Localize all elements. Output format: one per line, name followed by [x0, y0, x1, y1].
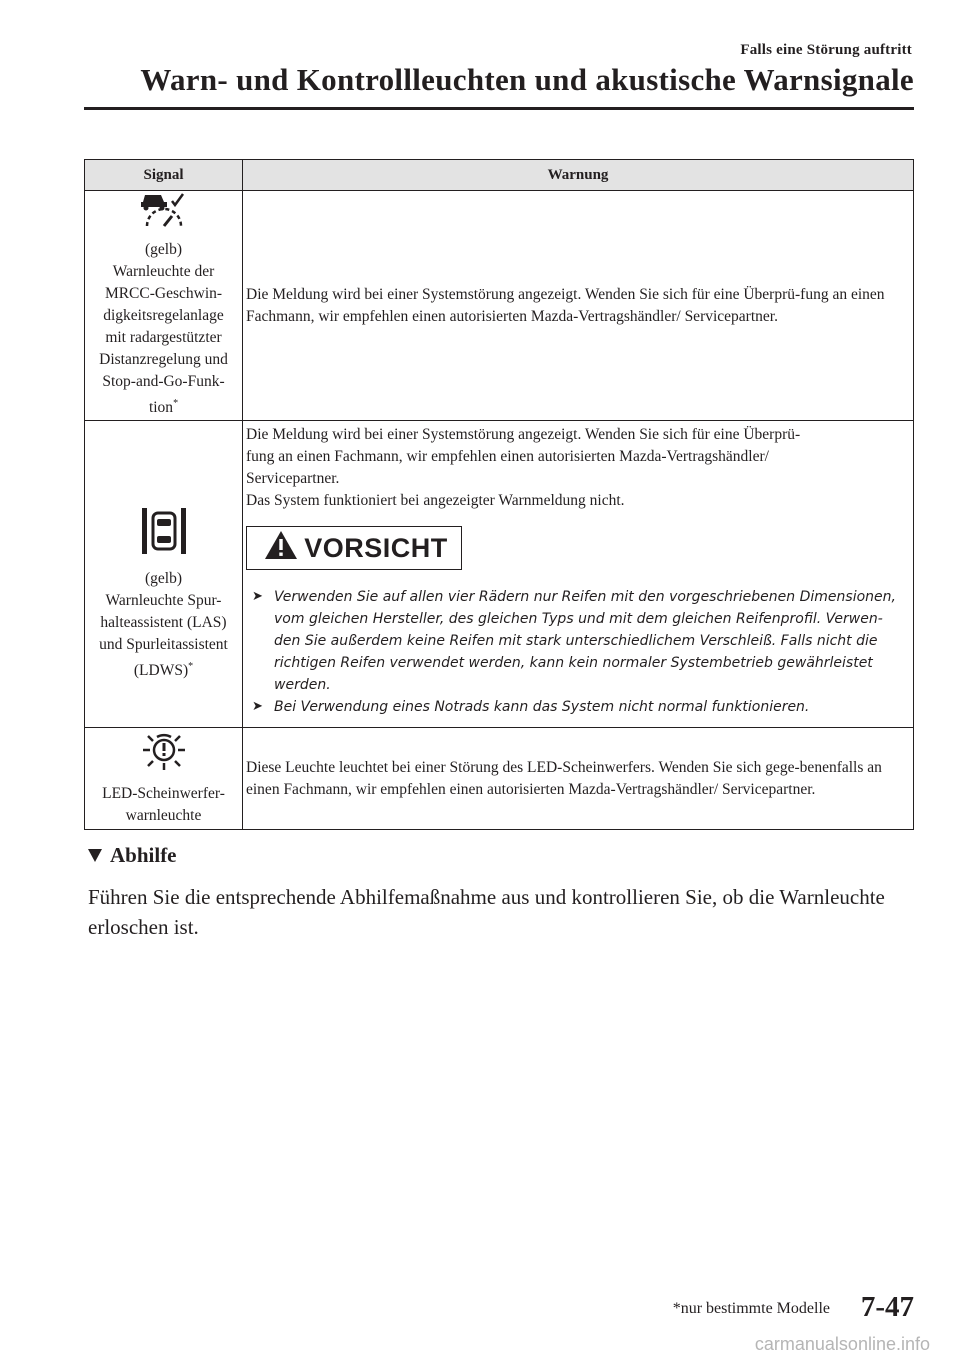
- watermark: carmanualsonline.info: [754, 1334, 930, 1354]
- section-heading: [88, 843, 177, 868]
- footnote: *nur bestimmte Modelle: [672, 1300, 830, 1317]
- arrow-bullet-icon: ➤: [252, 699, 263, 714]
- table-row: [85, 191, 914, 421]
- table-row: [85, 728, 914, 830]
- warning-line: fung an einen Fachmann, wir empfehlen einen autorisierten Mazda-Vertragshändler/: [246, 448, 769, 465]
- warning-line: Die Meldung wird bei einer Systemstörung angezeigt. Wenden Sie sich für eine Überprü-: [246, 426, 801, 443]
- header-subtitle: Falls eine Störung auftritt: [740, 42, 912, 58]
- triangle-down-icon: [88, 843, 102, 868]
- signal-cell: [85, 191, 243, 421]
- list-item: [246, 696, 907, 718]
- table-row: [85, 421, 914, 728]
- signal-line: halteassistent (LAS): [100, 614, 227, 632]
- caution-label: VORSICHT: [304, 533, 448, 563]
- signal-cell: [85, 728, 243, 830]
- lane-assist-warning-icon: [85, 505, 242, 564]
- caution-box: [246, 526, 462, 570]
- signal-line: (LDWS): [133, 662, 189, 680]
- page-number: 7-47: [860, 1291, 914, 1323]
- arrow-bullet-icon: ➤: [252, 589, 263, 604]
- page-title: Warn- und Kontrollleuchten und akustische Warnsignale: [140, 62, 914, 97]
- signal-line: tion: [148, 399, 174, 417]
- mrcc-warning-icon: [85, 192, 242, 235]
- signal-line: digkeitsregelanlage: [103, 306, 224, 324]
- signal-line: LED-Scheinwerfer-: [102, 785, 225, 802]
- signal-line: MRCC-Geschwin-: [104, 284, 223, 302]
- signal-line: mit radargestützter: [105, 328, 222, 346]
- signal-line: Stop-and-Go-Funk-: [102, 372, 225, 390]
- caution-text: Bei Verwendung eines Notrads kann das System nicht normal funktionieren.: [274, 699, 810, 715]
- warning-cell: Diese Leuchte leuchtet bei einer Störung des LED-Scheinwerfers. Wenden Sie sich gege-benenfalls an einen Fachmann, wir empfehlen einen autorisierten Mazda-Vertragshändler/ Servicepartner.: [243, 728, 914, 830]
- table-header-row: [85, 160, 914, 191]
- warning-cell: [243, 421, 914, 728]
- warning-cell: Die Meldung wird bei einer Systemstörung angezeigt. Wenden Sie sich für eine Überprü-fung an einen Fachmann, wir empfehlen einen autorisierten Mazda-Vertragshändler/ Servicepartner.: [243, 191, 914, 421]
- signal-line: Warnleuchte der: [112, 262, 215, 280]
- column-header-warning: Warnung: [243, 160, 914, 191]
- signal-line: (gelb): [144, 570, 182, 588]
- footnote-marker: *: [188, 661, 194, 673]
- signal-cell: [85, 421, 243, 728]
- led-headlight-warning-icon: [85, 730, 242, 779]
- signal-line: Warnleuchte Spur-: [105, 592, 222, 610]
- signal-line: (gelb): [144, 240, 182, 258]
- signal-line: Distanzregelung und: [99, 350, 228, 368]
- list-item: [246, 586, 907, 696]
- caution-list: [246, 586, 907, 718]
- section-heading-text: Abhilfe: [110, 843, 177, 867]
- section-body: Führen Sie die entsprechende Abhilfemaßnahme aus und kontrollieren Sie, ob die Warnleuchte erloschen ist.: [88, 885, 885, 939]
- warning-line: Das System funktioniert bei angezeigter Warnmeldung nicht.: [246, 492, 625, 509]
- header-rule: [84, 107, 914, 110]
- signal-line: und Spurleitassistent: [99, 636, 228, 654]
- signal-line: warnleuchte: [125, 807, 202, 824]
- warning-light-table: [84, 159, 914, 830]
- column-header-signal: Signal: [85, 160, 243, 191]
- warning-triangle-icon: [264, 530, 298, 567]
- footnote-marker: *: [173, 397, 179, 409]
- caution-text: Verwenden Sie auf allen vier Rädern nur Reifen mit den vorgeschriebenen Dimensionen, vom gleichen Hersteller, des gleichen Typs und mit dem gleichen Reifenprofil. Verwen-den Sie außerdem keine Reifen mit stark unterschiedlichem Verschleiß. Falls nicht die richtigen Reifen verwendet werden, kann kein normaler Systembetrieb gewährleistet werden.: [274, 589, 896, 693]
- warning-line: Servicepartner.: [246, 470, 340, 487]
